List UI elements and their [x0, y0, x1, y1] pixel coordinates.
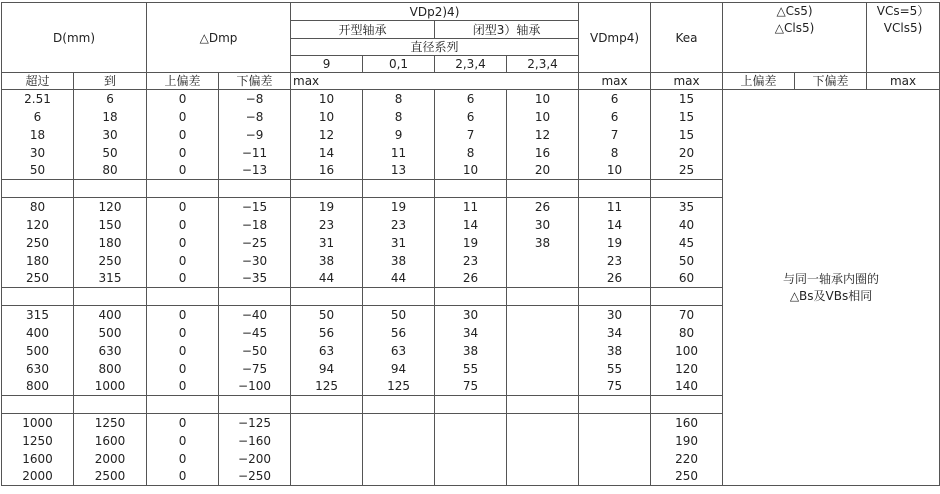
- table-cell: [507, 252, 579, 270]
- table-cell: 12: [291, 126, 363, 144]
- header-series: 直径系列: [291, 39, 579, 56]
- separator-cell: [219, 396, 291, 414]
- table-cell: 190: [651, 432, 723, 450]
- tolerance-table: [1, 2, 940, 486]
- table-cell: 0: [147, 432, 219, 450]
- table-cell: 26: [435, 270, 507, 288]
- table-cell: 6: [435, 90, 507, 108]
- table-cell: 0: [147, 342, 219, 360]
- table-cell: 6: [579, 108, 651, 126]
- table-cell: 0: [147, 414, 219, 432]
- table-cell: 50: [74, 144, 147, 162]
- table-cell: 16: [291, 162, 363, 180]
- table-cell: 0: [147, 162, 219, 180]
- table-cell: 400: [2, 324, 74, 342]
- table-cell: 800: [74, 360, 147, 378]
- table-cell: 500: [2, 342, 74, 360]
- table-cell: 125: [291, 378, 363, 396]
- table-cell: 10: [435, 162, 507, 180]
- table-cell: 26: [507, 198, 579, 216]
- separator-cell: [435, 288, 507, 306]
- table-cell: 11: [435, 198, 507, 216]
- header-over: 超过: [2, 73, 74, 90]
- table-cell: −11: [219, 144, 291, 162]
- note-cell: [723, 90, 940, 486]
- table-cell: 94: [363, 360, 435, 378]
- header-to: 到: [74, 73, 147, 90]
- table-cell: 34: [579, 324, 651, 342]
- table-cell: 10: [579, 162, 651, 180]
- table-cell: 250: [2, 270, 74, 288]
- table-cell: 44: [291, 270, 363, 288]
- table-cell: 0: [147, 198, 219, 216]
- table-cell: 25: [651, 162, 723, 180]
- header-lower-cs: 下偏差: [795, 73, 867, 90]
- table-cell: [435, 414, 507, 432]
- separator-cell: [147, 396, 219, 414]
- separator-cell: [507, 180, 579, 198]
- table-cell: −9: [219, 126, 291, 144]
- table-cell: 23: [579, 252, 651, 270]
- table-cell: 7: [579, 126, 651, 144]
- table-cell: 31: [291, 234, 363, 252]
- table-cell: −13: [219, 162, 291, 180]
- table-cell: [291, 450, 363, 468]
- separator-cell: [363, 396, 435, 414]
- table-cell: 0: [147, 360, 219, 378]
- table-cell: 35: [651, 198, 723, 216]
- table-cell: 14: [579, 216, 651, 234]
- table-cell: 13: [363, 162, 435, 180]
- table-cell: 0: [147, 108, 219, 126]
- header-vdp: VDp2)4): [291, 3, 579, 21]
- table-cell: 6: [435, 108, 507, 126]
- table-cell: [507, 324, 579, 342]
- table-cell: −100: [219, 378, 291, 396]
- header-vcs-line2: VCls5): [883, 21, 923, 35]
- table-cell: 15: [651, 90, 723, 108]
- separator-cell: [74, 396, 147, 414]
- table-cell: 100: [651, 342, 723, 360]
- header-max-vdmp: max: [579, 73, 651, 90]
- table-cell: 400: [74, 306, 147, 324]
- table-cell: 2.51: [2, 90, 74, 108]
- table-cell: 120: [2, 216, 74, 234]
- table-cell: 2000: [74, 450, 147, 468]
- separator-cell: [2, 180, 74, 198]
- table-cell: [507, 360, 579, 378]
- table-cell: 6: [74, 90, 147, 108]
- table-cell: 630: [2, 360, 74, 378]
- table-cell: 8: [579, 144, 651, 162]
- table-cell: 20: [507, 162, 579, 180]
- table-cell: 23: [363, 216, 435, 234]
- table-cell: −30: [219, 252, 291, 270]
- table-cell: 120: [651, 360, 723, 378]
- table-cell: 19: [291, 198, 363, 216]
- header-series-01: 0,1: [363, 56, 435, 73]
- header-closed: 闭型3）轴承: [435, 21, 579, 39]
- separator-cell: [2, 288, 74, 306]
- table-cell: 34: [435, 324, 507, 342]
- table-cell: 11: [363, 144, 435, 162]
- table-cell: 6: [2, 108, 74, 126]
- table-cell: [507, 414, 579, 432]
- separator-cell: [507, 288, 579, 306]
- separator-cell: [435, 396, 507, 414]
- table-cell: 6: [579, 90, 651, 108]
- separator-cell: [435, 180, 507, 198]
- table-cell: 30: [2, 144, 74, 162]
- header-dcs: [723, 3, 867, 73]
- table-cell: −75: [219, 360, 291, 378]
- table-cell: [435, 432, 507, 450]
- table-cell: 75: [579, 378, 651, 396]
- table-cell: −8: [219, 108, 291, 126]
- table-cell: 0: [147, 144, 219, 162]
- table-cell: 63: [291, 342, 363, 360]
- separator-cell: [363, 288, 435, 306]
- table-cell: −160: [219, 432, 291, 450]
- header-series-9: 9: [291, 56, 363, 73]
- table-cell: 18: [2, 126, 74, 144]
- table-cell: 7: [435, 126, 507, 144]
- table-cell: −45: [219, 324, 291, 342]
- note-line: 与同一轴承内圈的: [783, 271, 880, 286]
- table-cell: 0: [147, 90, 219, 108]
- table-cell: 500: [74, 324, 147, 342]
- table-cell: [363, 432, 435, 450]
- table-cell: 15: [651, 126, 723, 144]
- table-cell: 45: [651, 234, 723, 252]
- header-vcs-line1: VCs=5）: [876, 4, 930, 18]
- table-cell: 31: [363, 234, 435, 252]
- table-cell: 20: [651, 144, 723, 162]
- table-cell: 2000: [2, 468, 74, 486]
- table-cell: 0: [147, 468, 219, 486]
- separator-cell: [507, 396, 579, 414]
- table-cell: 38: [363, 252, 435, 270]
- table-cell: 30: [579, 306, 651, 324]
- table-cell: 0: [147, 324, 219, 342]
- table-cell: −15: [219, 198, 291, 216]
- separator-cell: [363, 180, 435, 198]
- table-cell: 19: [435, 234, 507, 252]
- table-cell: 50: [363, 306, 435, 324]
- header-lower: 下偏差: [219, 73, 291, 90]
- table-cell: 38: [507, 234, 579, 252]
- table-cell: 55: [435, 360, 507, 378]
- table-cell: 315: [74, 270, 147, 288]
- table-cell: 16: [507, 144, 579, 162]
- table-cell: 38: [579, 342, 651, 360]
- table-cell: 10: [291, 90, 363, 108]
- separator-cell: [291, 180, 363, 198]
- table-cell: [507, 342, 579, 360]
- separator-cell: [579, 180, 651, 198]
- table-cell: 23: [291, 216, 363, 234]
- table-cell: 30: [74, 126, 147, 144]
- table-cell: [363, 468, 435, 486]
- table-cell: 19: [579, 234, 651, 252]
- header-vcs: [867, 3, 940, 73]
- table-cell: 15: [651, 108, 723, 126]
- separator-cell: [291, 396, 363, 414]
- table-cell: 250: [74, 252, 147, 270]
- table-cell: −18: [219, 216, 291, 234]
- table-cell: 30: [507, 216, 579, 234]
- separator-cell: [651, 396, 723, 414]
- table-cell: 18: [74, 108, 147, 126]
- table-cell: 0: [147, 270, 219, 288]
- table-cell: [507, 450, 579, 468]
- header-series-234b: 2,3,4: [507, 56, 579, 73]
- table-cell: 125: [363, 378, 435, 396]
- separator-cell: [579, 396, 651, 414]
- table-cell: 2500: [74, 468, 147, 486]
- header-max-vdp: max: [291, 73, 579, 90]
- table-cell: 630: [74, 342, 147, 360]
- table-cell: [291, 468, 363, 486]
- table-cell: 8: [363, 108, 435, 126]
- table-cell: 0: [147, 216, 219, 234]
- table-cell: 150: [74, 216, 147, 234]
- table-cell: 120: [74, 198, 147, 216]
- header-max-kea: max: [651, 73, 723, 90]
- header-dcs-line1: △Cs5): [776, 4, 813, 18]
- header-vdmp: VDmp4): [579, 3, 651, 73]
- table-cell: 0: [147, 126, 219, 144]
- table-cell: 56: [363, 324, 435, 342]
- table-cell: [579, 432, 651, 450]
- table-cell: 38: [435, 342, 507, 360]
- table-cell: −250: [219, 468, 291, 486]
- header-open: 开型轴承: [291, 21, 435, 39]
- table-cell: 50: [651, 252, 723, 270]
- table-cell: −50: [219, 342, 291, 360]
- header-kea: Kea: [651, 3, 723, 73]
- table-cell: 80: [74, 162, 147, 180]
- table-cell: [363, 414, 435, 432]
- table-cell: 12: [507, 126, 579, 144]
- table-cell: 14: [435, 216, 507, 234]
- table-cell: [579, 450, 651, 468]
- table-cell: 1000: [74, 378, 147, 396]
- table-cell: 55: [579, 360, 651, 378]
- table-cell: [507, 432, 579, 450]
- table-cell: 220: [651, 450, 723, 468]
- table-cell: −125: [219, 414, 291, 432]
- table-cell: 250: [2, 234, 74, 252]
- separator-cell: [579, 288, 651, 306]
- table-cell: 44: [363, 270, 435, 288]
- table-cell: 315: [2, 306, 74, 324]
- table-cell: [435, 450, 507, 468]
- table-cell: [507, 306, 579, 324]
- table-cell: 80: [651, 324, 723, 342]
- table-cell: 23: [435, 252, 507, 270]
- separator-cell: [147, 288, 219, 306]
- table-cell: 1600: [74, 432, 147, 450]
- header-series-234a: 2,3,4: [435, 56, 507, 73]
- table-cell: 70: [651, 306, 723, 324]
- separator-cell: [147, 180, 219, 198]
- table-cell: 1600: [2, 450, 74, 468]
- table-cell: [291, 432, 363, 450]
- table-cell: −25: [219, 234, 291, 252]
- table-cell: 30: [435, 306, 507, 324]
- table-cell: 75: [435, 378, 507, 396]
- header-upper: 上偏差: [147, 73, 219, 90]
- table-cell: 8: [435, 144, 507, 162]
- table-cell: 60: [651, 270, 723, 288]
- table-cell: 9: [363, 126, 435, 144]
- table-cell: −200: [219, 450, 291, 468]
- table-cell: [507, 378, 579, 396]
- table-cell: [579, 414, 651, 432]
- table-cell: 0: [147, 234, 219, 252]
- table-cell: 0: [147, 252, 219, 270]
- table-cell: 40: [651, 216, 723, 234]
- table-cell: [507, 270, 579, 288]
- table-cell: 1250: [74, 414, 147, 432]
- table-cell: 0: [147, 306, 219, 324]
- table-row: [2, 90, 940, 108]
- table-cell: 50: [291, 306, 363, 324]
- table-cell: 80: [2, 198, 74, 216]
- table-cell: 10: [507, 108, 579, 126]
- table-cell: 8: [363, 90, 435, 108]
- table-cell: 180: [2, 252, 74, 270]
- table-cell: [507, 468, 579, 486]
- table-cell: 160: [651, 414, 723, 432]
- header-dcs-line2: △Cls5): [774, 21, 815, 35]
- table-cell: 14: [291, 144, 363, 162]
- table-cell: 26: [579, 270, 651, 288]
- table-cell: 800: [2, 378, 74, 396]
- table-cell: −8: [219, 90, 291, 108]
- table-cell: −40: [219, 306, 291, 324]
- header-dmp: △Dmp: [147, 3, 291, 73]
- table-cell: 10: [291, 108, 363, 126]
- table-cell: −35: [219, 270, 291, 288]
- table-cell: [435, 468, 507, 486]
- header-max-vcs: max: [867, 73, 940, 90]
- header-upper-cs: 上偏差: [723, 73, 795, 90]
- separator-cell: [219, 288, 291, 306]
- table-cell: 1250: [2, 432, 74, 450]
- table-cell: 11: [579, 198, 651, 216]
- separator-cell: [651, 180, 723, 198]
- table-cell: 180: [74, 234, 147, 252]
- table-cell: 63: [363, 342, 435, 360]
- table-cell: 10: [507, 90, 579, 108]
- table-cell: 0: [147, 378, 219, 396]
- table-cell: 94: [291, 360, 363, 378]
- separator-cell: [74, 180, 147, 198]
- separator-cell: [2, 396, 74, 414]
- separator-cell: [651, 288, 723, 306]
- table-cell: 56: [291, 324, 363, 342]
- note-line: △Bs及VBs相同: [789, 288, 873, 303]
- separator-cell: [291, 288, 363, 306]
- separator-cell: [74, 288, 147, 306]
- table-cell: [363, 450, 435, 468]
- table-cell: 50: [2, 162, 74, 180]
- table-cell: [579, 468, 651, 486]
- header-d: D(mm): [2, 3, 147, 73]
- table-cell: 250: [651, 468, 723, 486]
- table-cell: 38: [291, 252, 363, 270]
- table-cell: 19: [363, 198, 435, 216]
- separator-cell: [219, 180, 291, 198]
- table-cell: 1000: [2, 414, 74, 432]
- table-cell: 140: [651, 378, 723, 396]
- table-cell: [291, 414, 363, 432]
- table-cell: 0: [147, 450, 219, 468]
